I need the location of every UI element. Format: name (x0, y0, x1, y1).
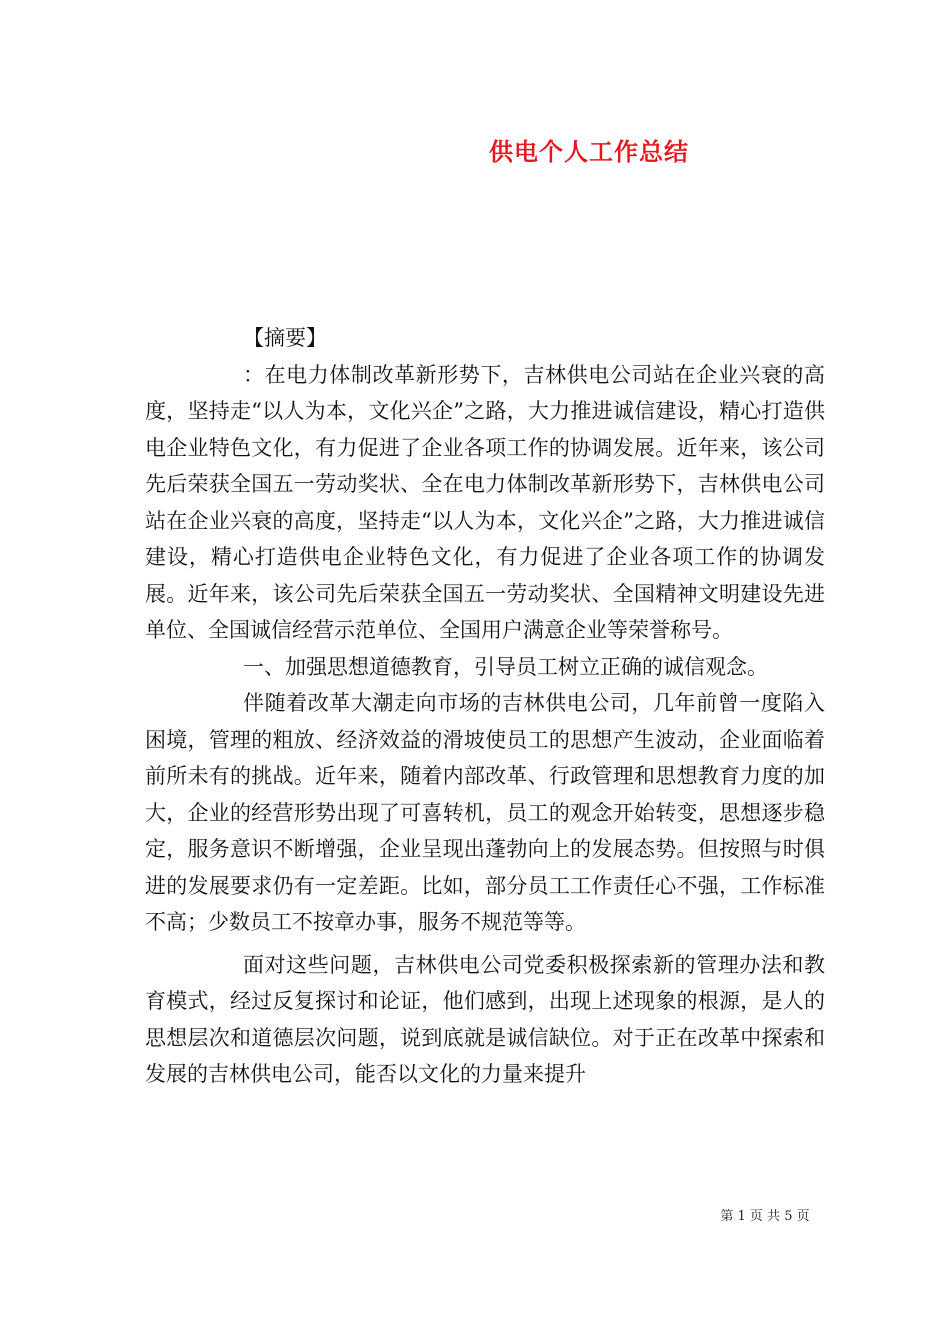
abstract-paragraph: ：在电力体制改革新形势下，吉林供电公司站在企业兴衰的高度，坚持走“以人为本，文化兴企”之路，大力推进诚信建设，精心打造供电企业特色文化，有力促进了企业各项工作的协调发展。近年来，该公司先后荣获全国五一劳动奖状、全在电力体制改革新形势下，吉林供电公司站在企业兴衰的高度，坚持走“以人为本，文化兴企”之路，大力推进诚信建设，精心打造供电企业特色文化，有力促进了企业各项工作的协调发展。近年来，该公司先后荣获全国五一劳动奖状、全国精神文明建设先进单位、全国诚信经营示范单位、全国用户满意企业等荣誉称号。 (145, 362, 825, 642)
body-paragraph-1: 伴随着改革大潮走向市场的吉林供电公司，几年前曾一度陷入困境，管理的粗放、经济效益的滑坡使员工的思想产生波动，企业面临着前所未有的挑战。近年来，随着内部改革、行政管理和思想教育力度的加大，企业的经营形势出现了可喜转机，员工的观念开始转变，思想逐步稳定，服务意识不断增强，企业呈现出蓬勃向上的发展态势。但按照与时俱进的发展要求仍有一定差距。比如，部分员工工作责任心不强，工作标准不高；少数员工不按章办事，服务不规范等等。 (145, 691, 825, 934)
page-footer: 第 1 页 共 5 页 (720, 1209, 810, 1224)
document-title: 供电个人工作总结 (489, 137, 689, 166)
section-heading-1: 一、加强思想道德教育，引导员工树立正确的诚信观念。 (243, 654, 768, 679)
abstract-label: 【摘要】 (243, 326, 327, 350)
document-body (145, 320, 825, 1093)
body-paragraph-2: 面对这些问题，吉林供电公司党委积极探索新的管理办法和教育模式，经过反复探讨和论证，他们感到，出现上述现象的根源，是人的思想层次和道德层次问题，说到底就是诚信缺位。对于正在改革中探索和发展的吉林供电公司，能否以文化的力量来提升 (145, 952, 825, 1086)
